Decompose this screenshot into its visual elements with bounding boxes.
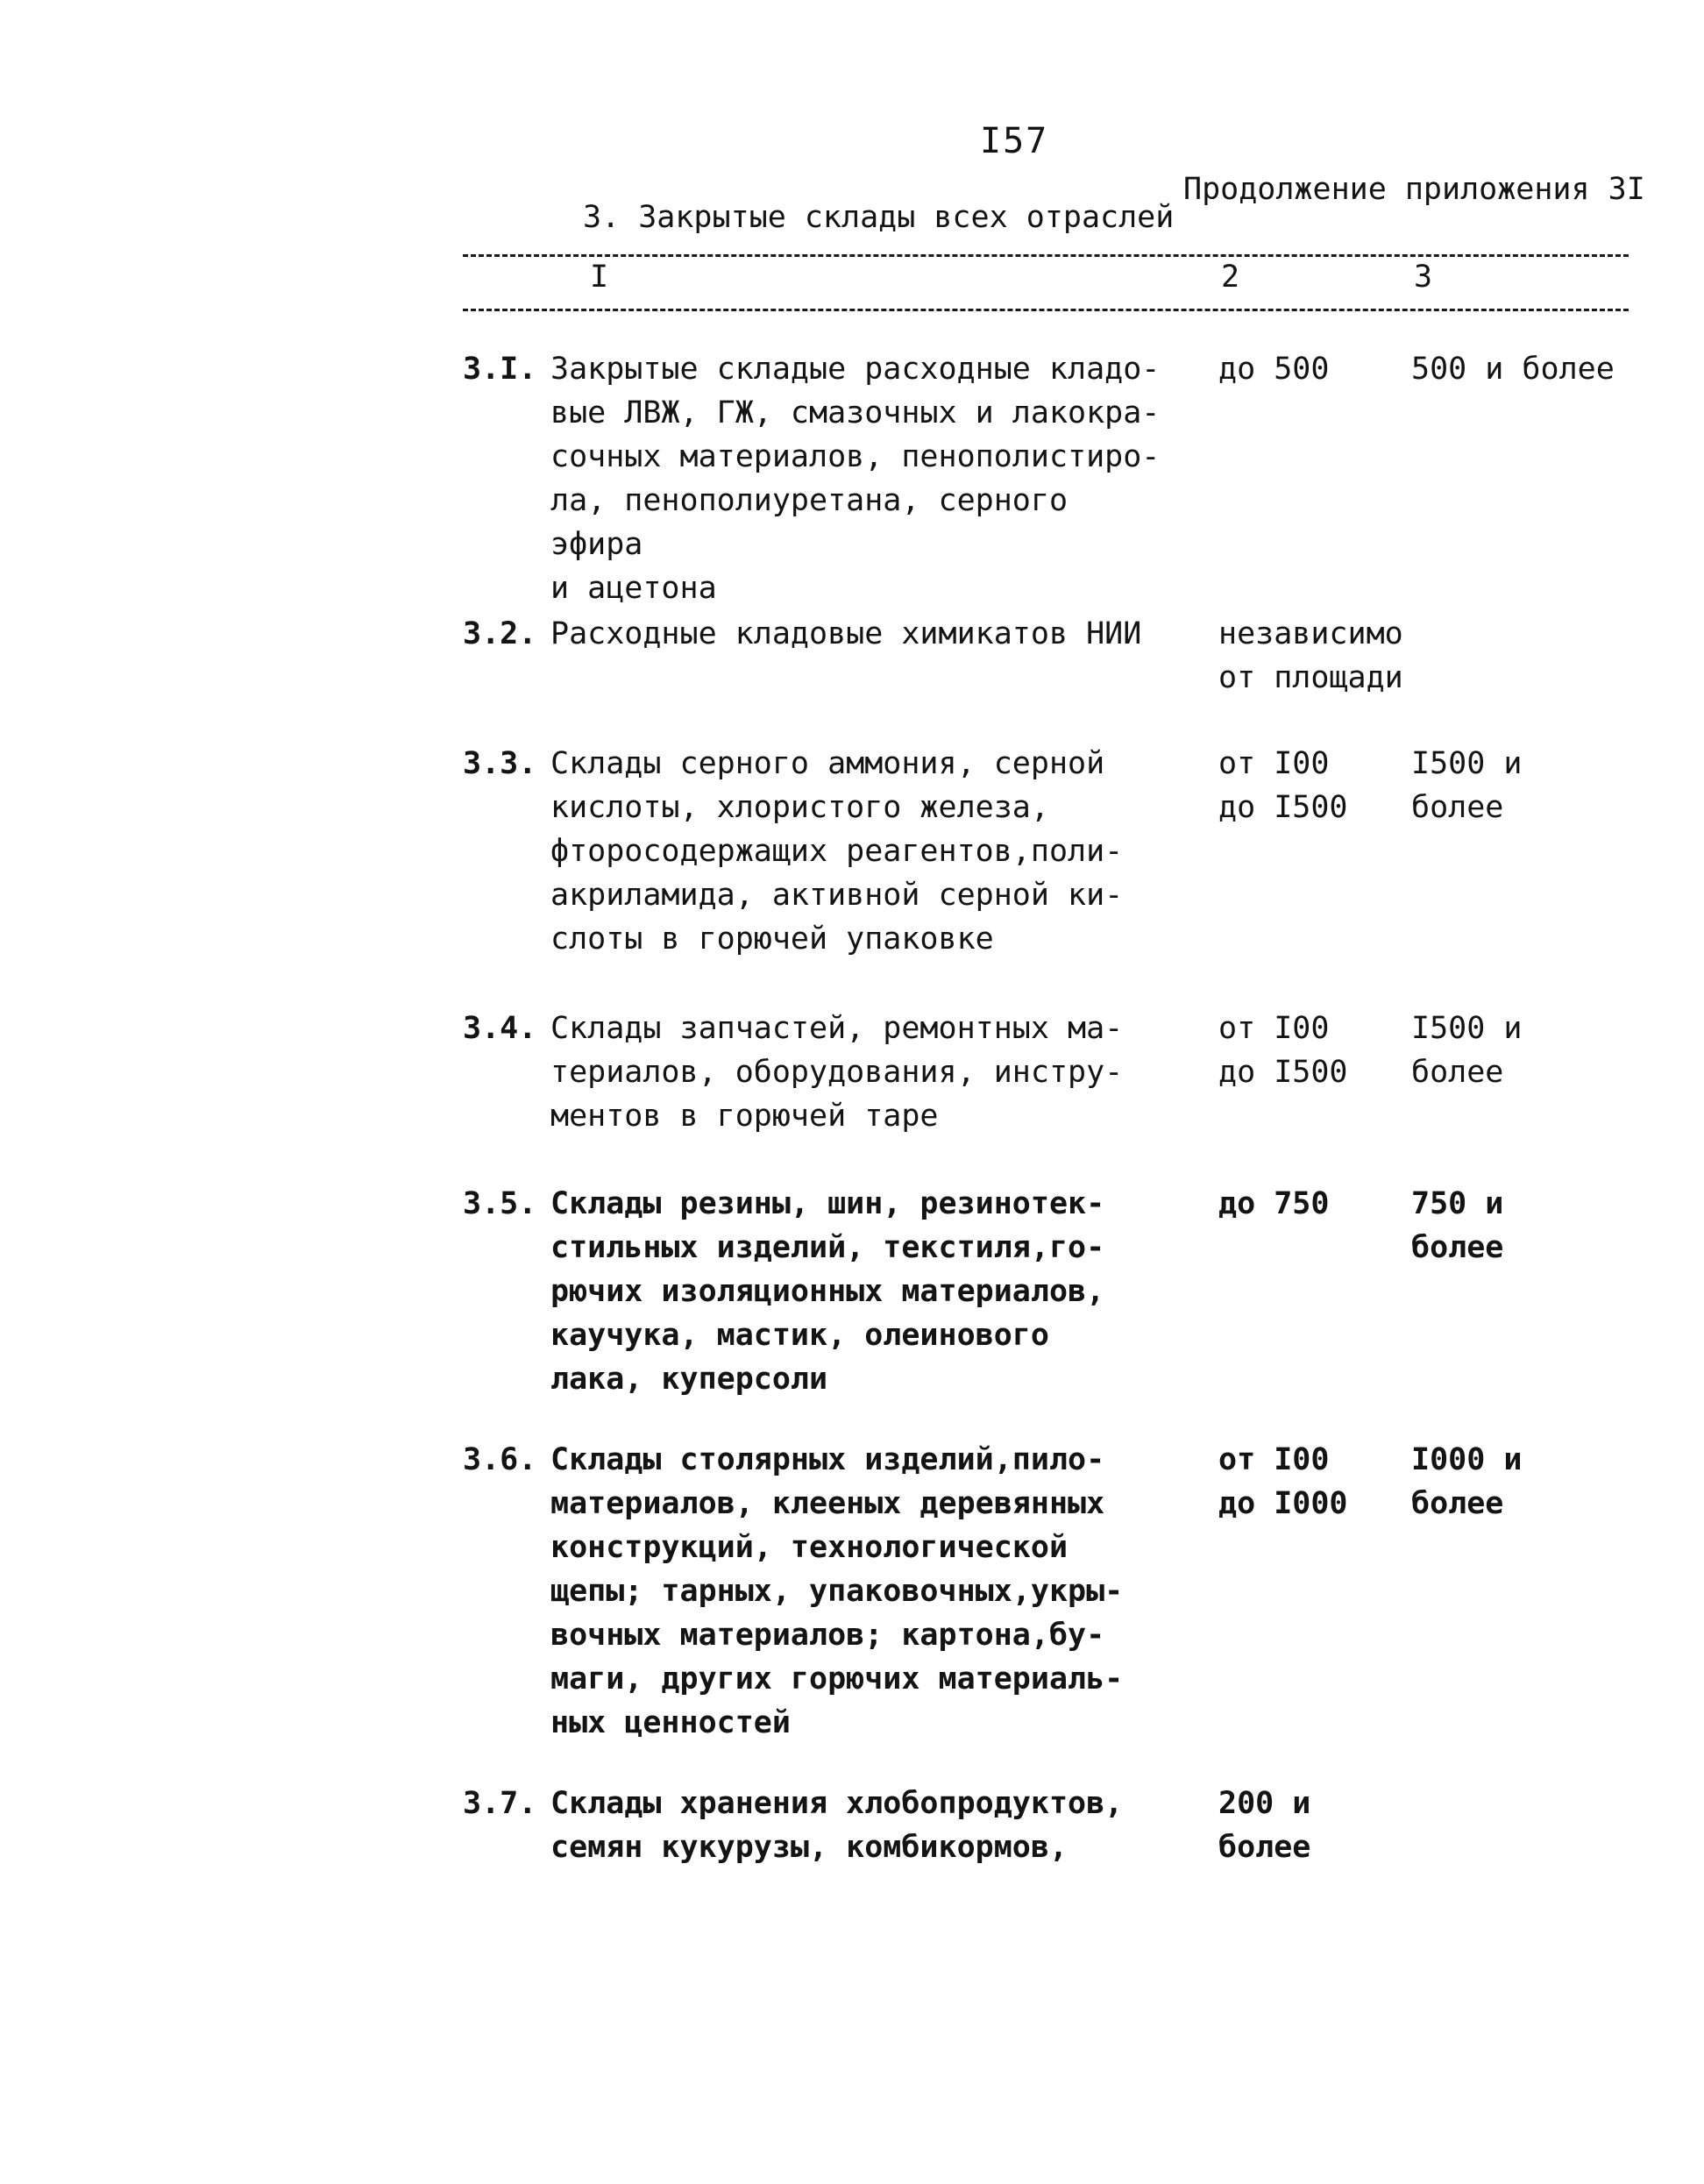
- row-description: Склады запчастей, ремонтных ма- териалов, оборудования, инстру- ментов в горючей таре: [550, 1011, 1124, 1134]
- row-column-2: 200 и более: [1218, 1786, 1311, 1865]
- row-description: Закрытые складые расходные кладо- вые ЛВЖ, ГЖ, смазочных и лакокра- сочных материалов, пенополистиро- ла, пенополиуретана, серного эфира и ацетона: [550, 352, 1161, 606]
- row-number: 3.I.: [463, 352, 537, 387]
- row-description: Расходные кладовые химикатов НИИ: [550, 616, 1142, 651]
- row-description: Склады хранения хлобопродуктов, семян кукурузы, комбикормов,: [550, 1786, 1124, 1865]
- row-number: 3.6.: [463, 1442, 537, 1477]
- row-number: 3.5.: [463, 1186, 537, 1221]
- section-title: 3. Закрытые склады всех отраслей: [583, 200, 1175, 235]
- page-number: I57: [980, 121, 1049, 161]
- row-column-3: I500 и более: [1411, 746, 1523, 825]
- table-top-rule: [463, 254, 1629, 257]
- row-column-3: 750 и более: [1411, 1186, 1504, 1265]
- column-header-1: I: [590, 260, 609, 295]
- row-description: Склады серного аммония, серной кислоты, хлористого железа, фторосодержащих реагентов,поли- акриламида, активной серной ки- слоты в горючей упаковке: [550, 746, 1124, 957]
- row-column-3: I500 и более: [1411, 1011, 1523, 1090]
- row-column-2: от I00 до I000: [1218, 1442, 1348, 1521]
- row-number: 3.4.: [463, 1011, 537, 1046]
- row-column-3: I000 и более: [1411, 1442, 1523, 1521]
- row-description: Склады резины, шин, резинотек- стильных изделий, текстиля,го- рючих изоляционных материалов, каучука, мастик, олеинового лака, куперсоли: [550, 1186, 1105, 1397]
- table-header-rule: [463, 309, 1629, 311]
- row-description: Склады столярных изделий,пило- материалов, клееных деревянных конструкций, технологической щепы; тарных, упаковочных,укры- вочных материалов; картона,бу- маги, других горючих материаль- ных ценностей: [550, 1442, 1124, 1740]
- row-column-2: от I00 до I500: [1218, 746, 1348, 825]
- row-column-2: независимо от площади: [1218, 616, 1403, 695]
- row-column-2: до 750: [1218, 1186, 1330, 1221]
- row-column-3: 500 и более: [1411, 352, 1615, 387]
- column-header-3: 3: [1414, 260, 1433, 295]
- row-column-2: от I00 до I500: [1218, 1011, 1348, 1090]
- row-number: 3.3.: [463, 746, 537, 781]
- column-header-2: 2: [1221, 260, 1240, 295]
- row-number: 3.7.: [463, 1786, 537, 1821]
- row-column-2: до 500: [1218, 352, 1330, 387]
- continuation-label: Продолжение приложения 3I: [1183, 172, 1645, 207]
- row-number: 3.2.: [463, 616, 537, 651]
